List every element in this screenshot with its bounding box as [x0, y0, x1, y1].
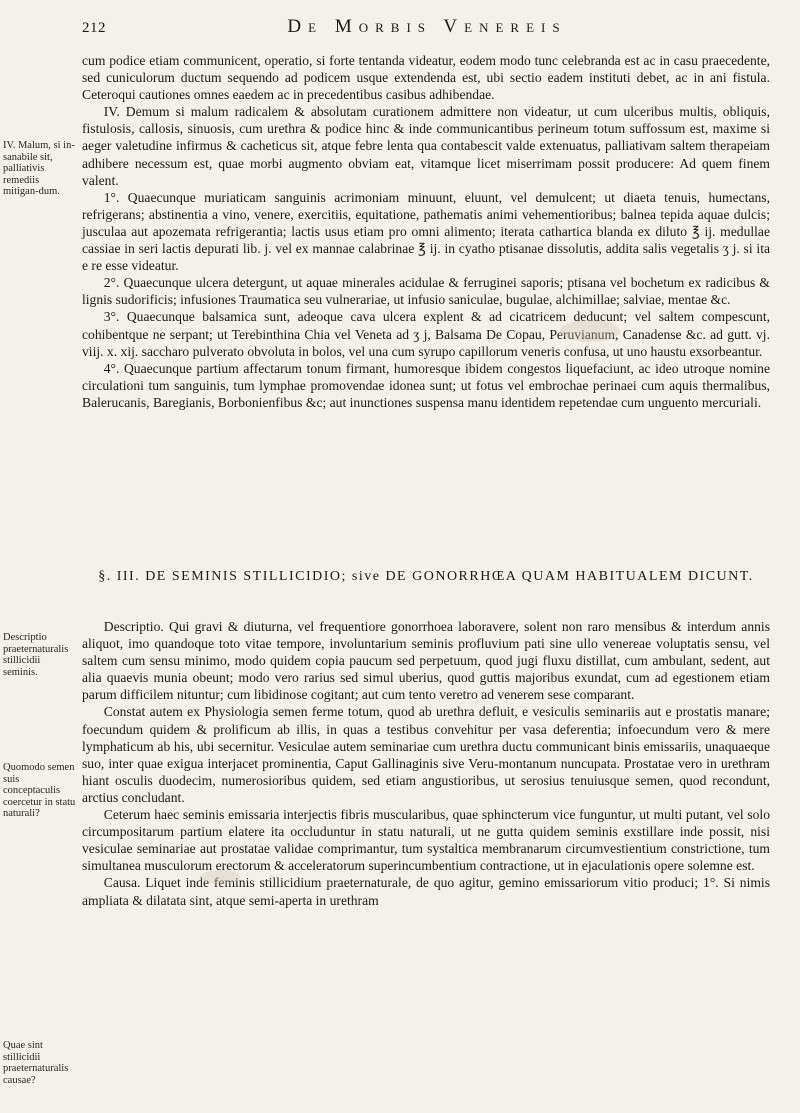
paper-stain [560, 320, 620, 342]
running-title: De Morbis Venereis [287, 16, 567, 37]
text-block-2 [82, 618, 770, 909]
paragraph-remedy-4: 4°. Quaecunque partium affectarum tonum firmant, humoresque ibidem congestos liquefaciunt, ac ideo utroque nomine circulationi tum sanguinis, tum lymphae promovendae idonea sunt; ut fotus vel embrochae perinaei cum aquis thermalibus, Balerucanis, Baregianis, Borbonienfibus &c; aut inunctiones suspensa manu identidem repetendae cum unguento mercuriali. [82, 360, 770, 410]
paragraph-descriptio: Descriptio. Qui gravi & diuturna, vel frequentiore gonorrhoea laboravere, solent non raro mensibus & interdum annis aliquot, imo quandoque toto vitae tempore, involuntarium seminis profluvium pati sine ullo venereae voluptatis sensu, vel saltem cum sensu minimo, modo quidem copia paucum sed perpetuum, quod jugi fluxu distillat, cum ambulant, sedent, aut alia quaevis munia obeunt; modo vero rarius sed simul uberius, quod guttis majoribus exundat, cum ad egestionem etiam parum difficilem nituntur; cum libidinose cogitant; aut cum tento veretro ad venerem sese comparant. [82, 619, 770, 703]
page-number: 212 [82, 20, 106, 36]
text-block-1 [82, 52, 770, 411]
section-heading: §. III. DE SEMINIS STILLICIDIO; sive DE GONORRHŒA QUAM HABITUALEM DICUNT. [98, 569, 754, 584]
paragraph-continuation: cum podice etiam communicent, operatio, si forte tentanda videatur, eodem modo tunc celebranda est ac in casu praecedente, sed cuniculorum ductum sequendo ad podicem usque extendenda est, ubi sectio eadem instituti debet, ac in ani fistula. Ceteroqui cautiones omnes eaedem ac in precedentibus casibus adhibendae. [82, 53, 770, 103]
paragraph-remedy-1: 1°. Quaecunque muriaticam sanguinis acrimoniam minuunt, eluunt, vel demulcent; ut diaeta tenuis, humectans, refrigerans; abstinentia a vino, venere, exercitiis, equitatione, pathematis animi vehementioribus; balnea tepida aquae dulcis; jusculaa aut apozemata refrigerantia; lactis usus etiam pro omni alimento; iterata cathartica blanda ex diluto ℥ ij. medullae cassiae in seri lactis depurati lib. j. vel ex mannae calabrinae ℥ ij. in cyatho ptisanae dissolutis, addita salis vegetalis ʒ j. si ita e re esse videatur. [82, 189, 770, 274]
paragraph-causa: Causa. Liquet inde feminis stillicidium praeternaturale, de quo agitur, gemino emissariorum vitio produci; 1°. Si nimis ampliata & dilatata sint, atque semi-aperta in urethram [82, 875, 770, 908]
paper-stain [200, 870, 240, 884]
paragraph-remedy-2: 2°. Quaecunque ulcera detergunt, ut aquae minerales acidulae & ferruginei saporis; ptisana vel bochetum ex radicibus & lignis sudorificis; infusiones Traumatica seu vulnerariae, ut infusio saniculae, bugulae, alchimillae; salviae, mentae &c. [82, 275, 770, 308]
paragraph-iv: IV. Demum si malum radicalem & absolutam curationem admittere non videatur, ut cum ulceribus multis, obliquis, fistulosis, callosis, sinuosis, cum urethra & podice hinc & inde communicantibus perineum totum suffossum est, maxime si aeger valetudine infirmus & cacheticus sit, atque febre lenta qua contabescit valde extenuatus, palliativam saltem therapeiam adhibere necessum est, quae morbi augmento obviam eat, vitamque licet miserrimam possit producere: Ad quem finem valent. [82, 104, 770, 188]
paragraph-physiologia: Constat autem ex Physiologia semen ferme totum, quod ab urethra defluit, e vesiculis seminariis aut e prostatis manare; foecundum quidem & prolificum ab illis, in quas a testibus convehitur per vasa deferentia; infoecundum vero & mere lymphaticum ab his, ubi secernitur. Vesiculae autem seminariae cum urethra ductu communicant binis emissariis, unaquaeque suo, inter quae exigua interjacet prominentia, Caput Gallinaginis sive Veru-montanum nuncupata. Prostatae vero in urethram hiant osculis duodecim, numerosioribus quidem, sed etiam angustioribus, ut serosius tenuiusque semen, quod recondunt, arctius concludant. [82, 704, 770, 805]
paragraph-emissaria: Ceterum haec seminis emissaria interjectis fibris muscularibus, quae sphincterum vice funguntur, ut multi putant, vel solo circumpositarum partium elatere ita occluduntur in statu naturali, ut ne gutta quidem seminis exstillare inde possit, nisi vesiculae seminariae aut prostatae validae comprimantur, tum systaltica membranarum circumvestientium constrictione, tum simultanea musculorum erectorum & acceleratorum superincumbentium contractione, ut in ejaculationis opere solemne est. [82, 807, 770, 874]
running-header [82, 14, 772, 42]
margin-note-causa: Quae sint stillicidii praeternaturalis causae? [3, 1040, 69, 1086]
paragraph-remedy-3: 3°. Quaecunque balsamica sunt, adeoque cava ulcera explent & ad cicatricem deducunt; vel saltem compescunt, cohibentque ne serpant; ut Terebinthina Chia vel Veneta ad ʒ j, Balsama De Copau, Peruvianum, Canadense &c. ad gutt. vj. viij. x. xij. saccharo pulverato obvoluta in bolos, vel una cum syrupo capillorum veneris confusa, ut uno haustu exsorbeantur. [82, 309, 770, 359]
margin-note-descriptio: Descriptio praeternaturalis stillicidii seminis. [3, 632, 69, 678]
margin-note-palliative: IV. Malum, si in-sanabile sit, palliativis remediis mitigan-dum. [3, 140, 75, 197]
margin-note-quomodo: Quomodo semen suis conceptaculis coercetur in statu naturali? [3, 762, 76, 819]
